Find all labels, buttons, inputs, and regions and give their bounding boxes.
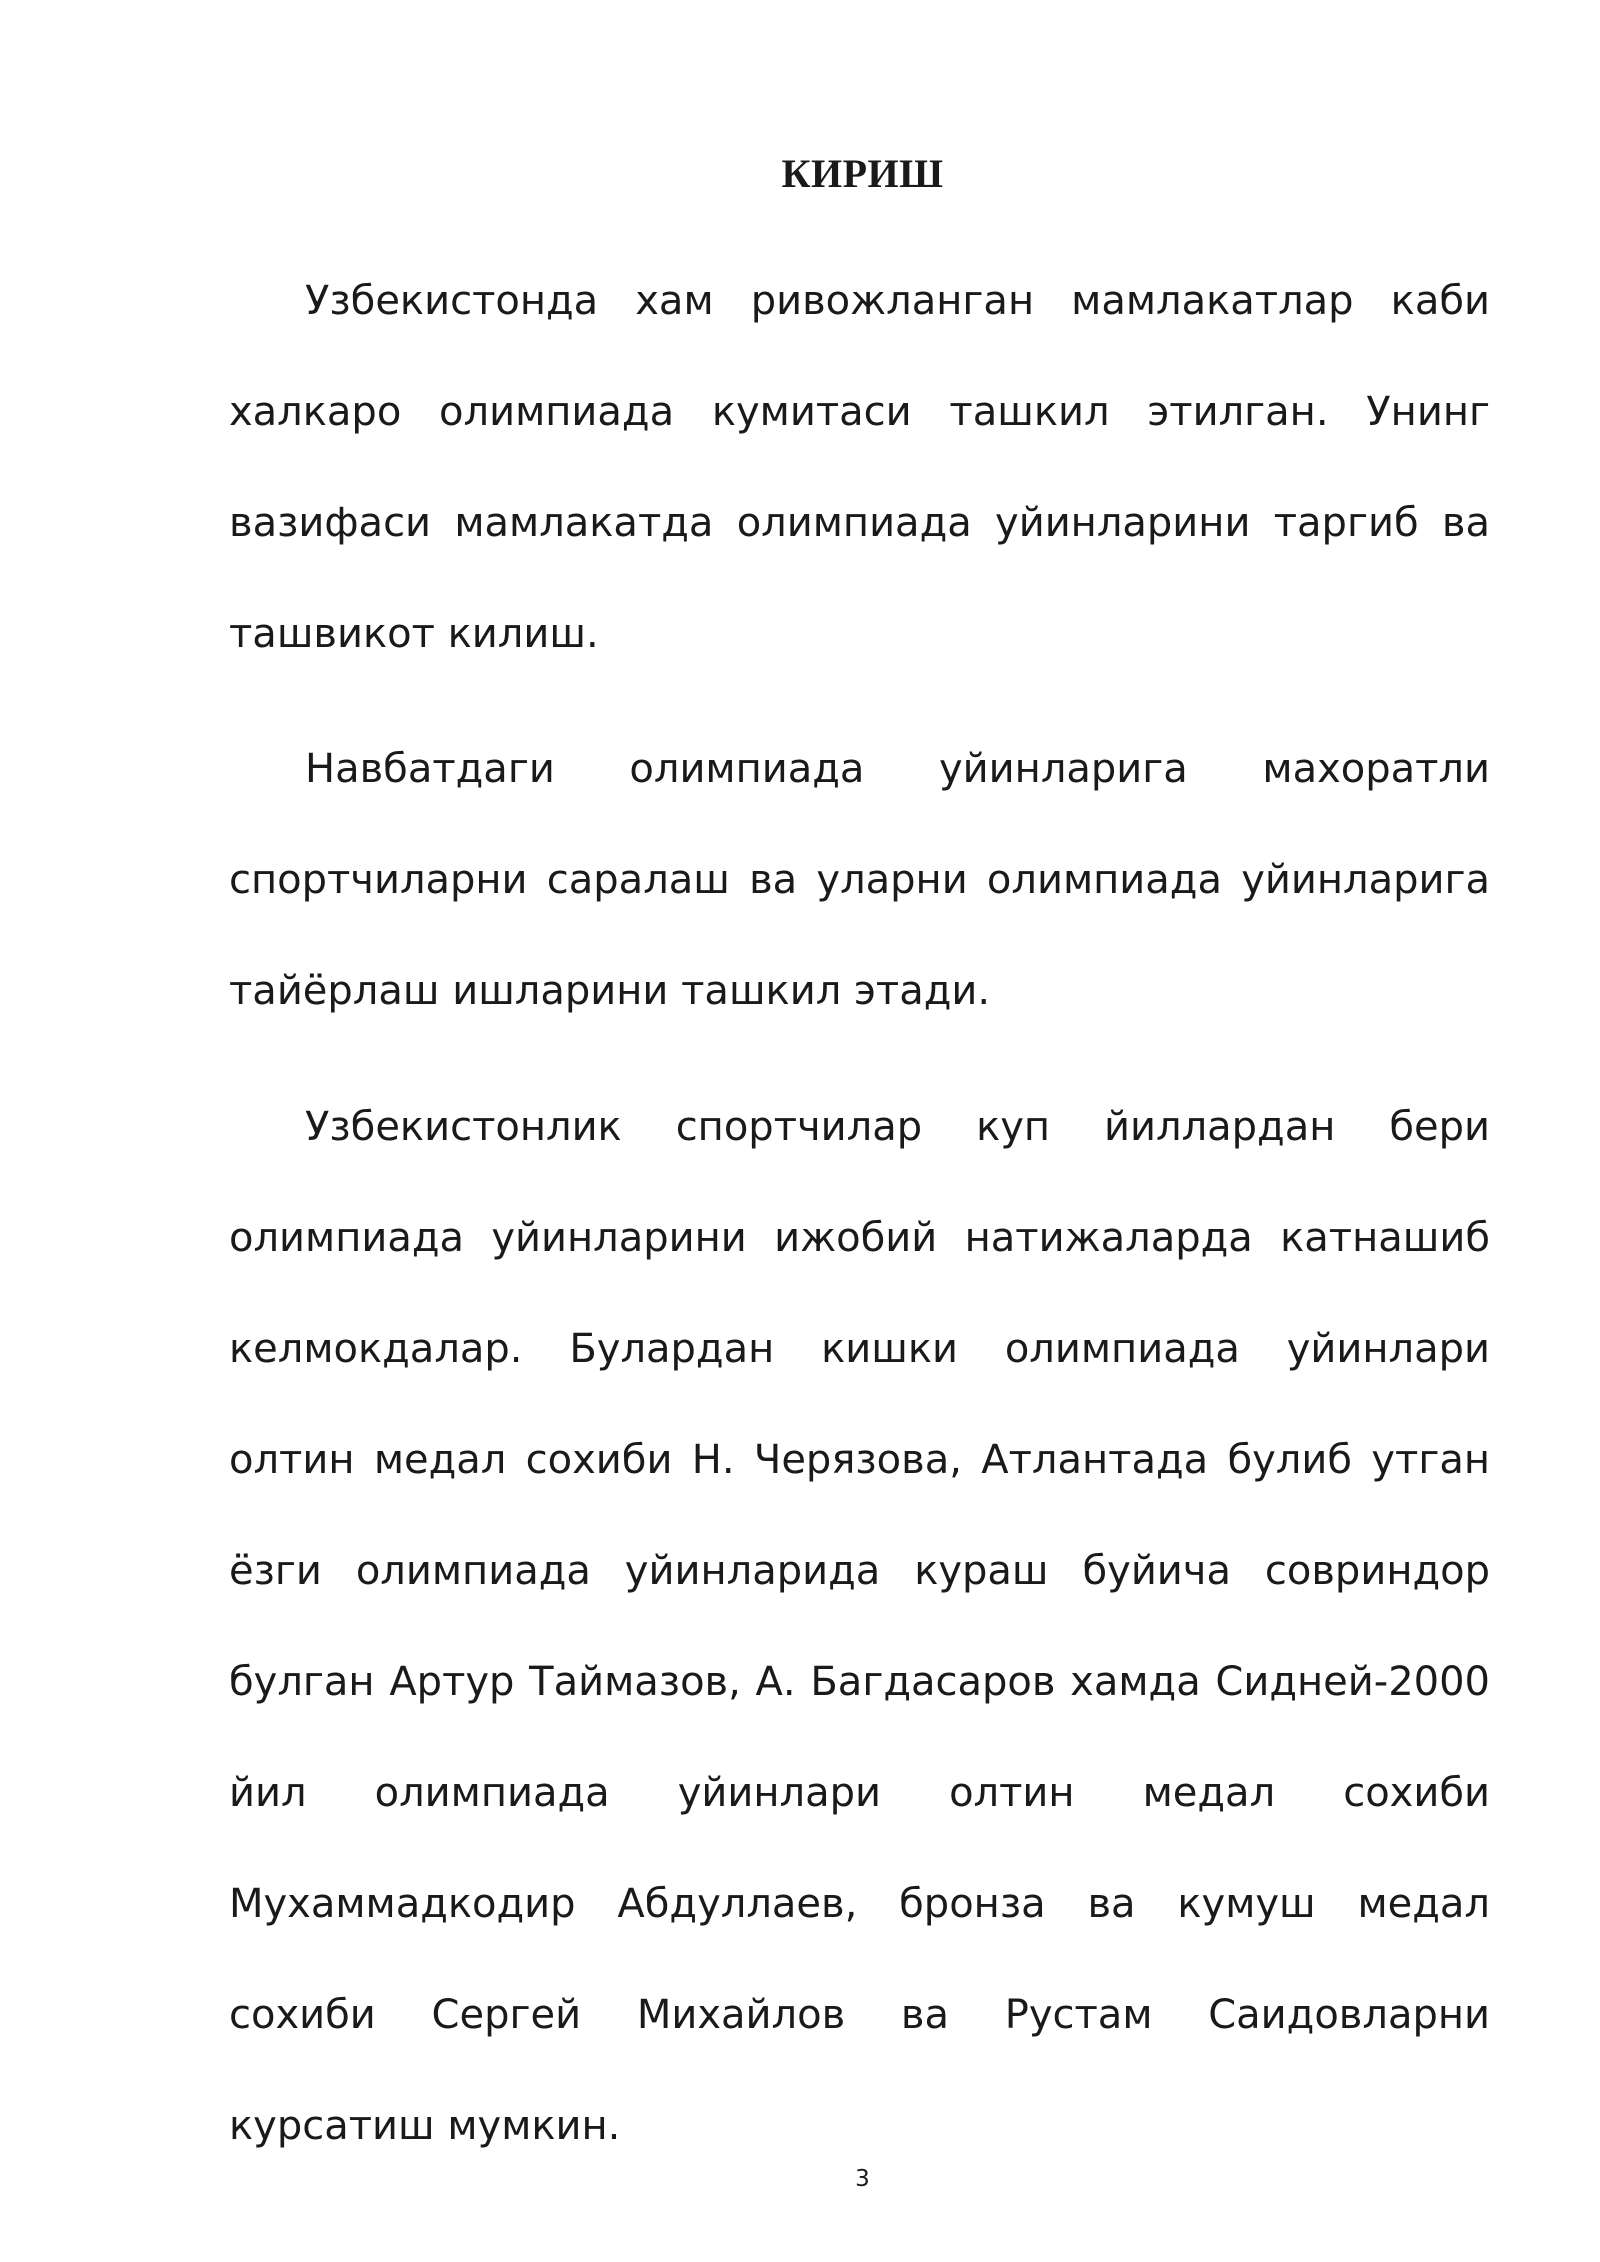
page-number: 3 <box>855 2166 870 2192</box>
paragraph: Узбекистонда хам ривожланган мамлакатлар каби халкаро олимпиада кумитаси ташкил этилган. Унинг вазифаси мамлакатда олимпиада уйинларини таргиб ва ташвикот килиш. <box>229 278 1490 657</box>
page-title: КИРИШ <box>781 151 944 196</box>
paragraph: Навбатдаги олимпиада уйинларига махоратли спортчиларни саралаш ва уларни олимпиада уйинларига тайёрлаш ишларини ташкил этади. <box>229 746 1490 1014</box>
paragraph: Узбекистонлик спортчилар куп йиллардан бери олимпиада уйинларини ижобий натижаларда катнашиб келмокдалар. Булардан кишки олимпиада уйинлари олтин медал сохиби Н. Черязова, Атлантада булиб утган ёзги олимпиада уйинларида кураш буйича совриндор булган Артур Таймазов, А. Багдасаров хамда Сидней-2000 йил олимпиада уйинлари олтин медал сохиби Мухаммадкодир Абдуллаев, бронза ва кумуш медал сохиби Сергей Михайлов ва Рустам Саидовларни курсатиш мумкин. <box>229 1104 1490 2149</box>
